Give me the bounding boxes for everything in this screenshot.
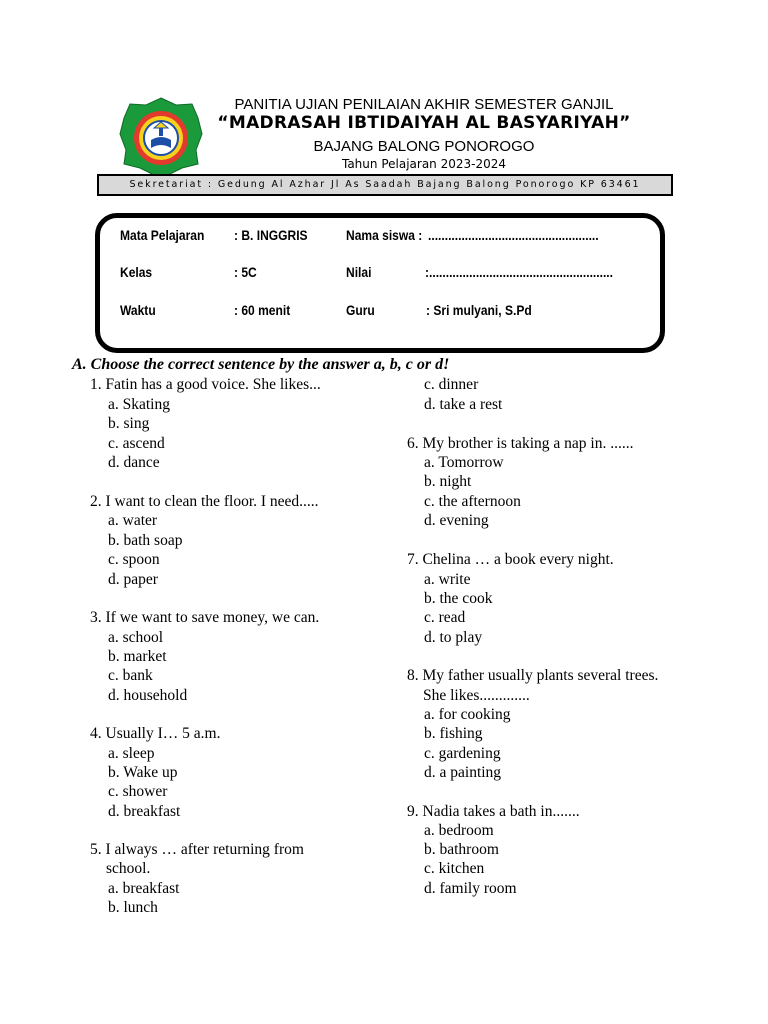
option[interactable]: b. bath soap — [108, 531, 183, 549]
option[interactable]: b. fishing — [424, 725, 483, 742]
subject-value: : B. INGGRIS — [234, 227, 308, 243]
option[interactable]: b. sing — [108, 415, 150, 432]
option[interactable]: b. night — [424, 473, 472, 490]
question-2: 2. I want to clean the floor. I need..... — [90, 492, 319, 510]
option[interactable]: a. bedroom — [424, 821, 494, 839]
exam-committee-title: PANITIA UJIAN PENILAIAN AKHIR SEMESTER GANJIL — [234, 96, 614, 113]
question-4: 4. Usually I… 5 a.m. — [90, 725, 221, 742]
option[interactable]: b. market — [108, 648, 167, 665]
class-value: : 5C — [234, 264, 257, 280]
option[interactable]: d. a painting — [424, 763, 502, 781]
secretariat-address: Sekretariat : Gedung Al Azhar Jl As Saadah Bajang Balong Ponorogo KP 63461 — [97, 174, 673, 196]
option[interactable]: a. write — [424, 570, 471, 588]
option[interactable]: d. take a rest — [424, 395, 503, 413]
option[interactable]: d. paper — [108, 570, 158, 588]
question-9: 9. Nadia takes a bath in....... — [407, 802, 580, 820]
time-value: : 60 menit — [234, 302, 291, 318]
option[interactable]: b. Wake up — [108, 763, 178, 781]
option[interactable]: d. evening — [424, 512, 489, 529]
option[interactable]: d. to play — [424, 628, 483, 646]
option[interactable]: a. Skating — [108, 395, 170, 413]
teacher-value: : Sri mulyani, S.Pd — [426, 302, 532, 318]
section-instruction: A. Choose the correct sentence by the answer a, b, c or d! — [72, 356, 450, 373]
school-location: BAJANG BALONG PONOROGO — [313, 138, 535, 155]
question-8-continued: She likes............. — [423, 686, 530, 704]
academic-year: Tahun Pelajaran 2023-2024 — [341, 157, 506, 171]
question-7: 7. Chelina … a book every night. — [407, 551, 614, 568]
option[interactable]: b. lunch — [108, 899, 158, 916]
teacher-label: Guru — [346, 302, 375, 318]
option[interactable]: c. spoon — [108, 551, 160, 568]
option[interactable]: c. read — [424, 609, 466, 626]
option[interactable]: a. breakfast — [108, 879, 180, 897]
question-3: 3. If we want to save money, we can. — [90, 609, 320, 626]
option[interactable]: a. water — [108, 512, 158, 529]
option[interactable]: c. ascend — [108, 434, 165, 452]
question-8: 8. My father usually plants several trees. — [407, 667, 659, 684]
option[interactable]: c. bank — [108, 667, 153, 684]
student-name-field[interactable]: ................................................... — [428, 227, 599, 243]
option[interactable]: a. school — [108, 628, 164, 646]
option[interactable]: c. shower — [108, 783, 168, 800]
option[interactable]: a. Tomorrow — [424, 454, 504, 471]
question-1: 1. Fatin has a good voice. She likes... — [90, 376, 321, 393]
option[interactable]: d. dance — [108, 454, 160, 471]
time-label: Waktu — [120, 302, 156, 318]
option[interactable]: a. sleep — [108, 744, 155, 762]
option[interactable]: d. household — [108, 686, 188, 704]
question-5: 5. I always … after returning from — [90, 841, 304, 858]
option[interactable]: d. breakfast — [108, 802, 181, 820]
option[interactable]: b. bathroom — [424, 841, 499, 858]
option[interactable]: d. family room — [424, 879, 517, 897]
question-6: 6. My brother is taking a nap in. ...... — [407, 434, 634, 452]
question-5-continued: school. — [106, 860, 151, 877]
option[interactable]: c. kitchen — [424, 860, 485, 877]
option[interactable]: a. for cooking — [424, 705, 511, 723]
school-name: “MADRASAH IBTIDAIYAH AL BASYARIYAH” — [217, 113, 631, 133]
option[interactable]: b. the cook — [424, 589, 493, 607]
class-label: Kelas — [120, 264, 153, 280]
option[interactable]: c. the afternoon — [424, 492, 521, 510]
subject-label: Mata Pelajaran — [120, 227, 205, 243]
student-name-label: Nama siswa : — [346, 227, 423, 243]
score-field[interactable]: :....................................................... — [425, 264, 613, 280]
score-label: Nilai — [346, 264, 372, 280]
option[interactable]: c. gardening — [424, 744, 501, 762]
option[interactable]: c. dinner — [424, 376, 479, 393]
